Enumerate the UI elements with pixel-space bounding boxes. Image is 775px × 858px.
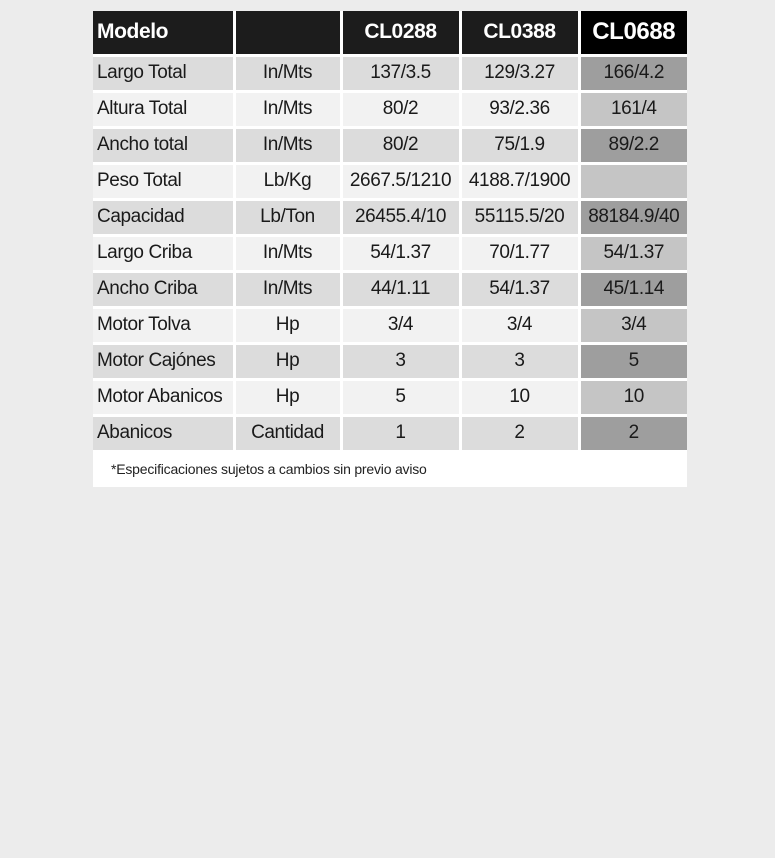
footnote: *Especificaciones sujetos a cambios sin previo aviso [111, 461, 427, 477]
cell-cl0288: 3/4 [341, 307, 460, 343]
spec-table [93, 11, 687, 453]
cell-cl0688: 89/2.2 [579, 127, 687, 163]
table-row [93, 343, 687, 379]
cell-cl0388: 4188.7/1900 [460, 163, 579, 199]
cell-cl0388: 75/1.9 [460, 127, 579, 163]
cell-cl0288: 137/3.5 [341, 55, 460, 91]
cell-cl0388: 54/1.37 [460, 271, 579, 307]
cell-cl0388: 3/4 [460, 307, 579, 343]
cell-cl0288: 3 [341, 343, 460, 379]
table-row [93, 55, 687, 91]
row-unit: Hp [234, 379, 341, 415]
cell-cl0288: 26455.4/10 [341, 199, 460, 235]
cell-cl0288: 80/2 [341, 91, 460, 127]
table-row [93, 379, 687, 415]
row-label: Largo Total [93, 55, 234, 91]
table-row [93, 271, 687, 307]
cell-cl0688: 161/4 [579, 91, 687, 127]
cell-cl0388: 2 [460, 415, 579, 451]
row-label: Motor Tolva [93, 307, 234, 343]
spec-card [93, 11, 687, 487]
cell-cl0688: 45/1.14 [579, 271, 687, 307]
header-modelo: Modelo [93, 11, 234, 55]
cell-cl0688: 166/4.2 [579, 55, 687, 91]
row-unit: Lb/Ton [234, 199, 341, 235]
cell-cl0388: 70/1.77 [460, 235, 579, 271]
row-label: Capacidad [93, 199, 234, 235]
cell-cl0388: 10 [460, 379, 579, 415]
row-unit: Hp [234, 343, 341, 379]
cell-cl0388: 3 [460, 343, 579, 379]
header-row [93, 11, 687, 55]
row-unit: In/Mts [234, 271, 341, 307]
row-label: Ancho Criba [93, 271, 234, 307]
cell-cl0288: 80/2 [341, 127, 460, 163]
row-label: Peso Total [93, 163, 234, 199]
cell-cl0688: 88184.9/40 [579, 199, 687, 235]
table-row [93, 235, 687, 271]
cell-cl0688: 5 [579, 343, 687, 379]
row-unit: In/Mts [234, 127, 341, 163]
cell-cl0688: 10 [579, 379, 687, 415]
table-row [93, 91, 687, 127]
row-unit: Lb/Kg [234, 163, 341, 199]
row-unit: In/Mts [234, 55, 341, 91]
cell-cl0288: 54/1.37 [341, 235, 460, 271]
cell-cl0288: 44/1.11 [341, 271, 460, 307]
table-row [93, 415, 687, 451]
cell-cl0288: 2667.5/1210 [341, 163, 460, 199]
row-unit: Hp [234, 307, 341, 343]
row-unit: In/Mts [234, 91, 341, 127]
header-cl0388: CL0388 [460, 11, 579, 55]
cell-cl0388: 129/3.27 [460, 55, 579, 91]
header-cl0288: CL0288 [341, 11, 460, 55]
row-label: Motor Cajónes [93, 343, 234, 379]
row-label: Abanicos [93, 415, 234, 451]
spec-body [93, 55, 687, 451]
cell-cl0288: 5 [341, 379, 460, 415]
table-row [93, 163, 687, 199]
cell-cl0688: 2 [579, 415, 687, 451]
cell-cl0388: 93/2.36 [460, 91, 579, 127]
header-cl0688: CL0688 [579, 11, 687, 55]
row-unit: Cantidad [234, 415, 341, 451]
header-unit [234, 11, 341, 55]
cell-cl0688: 3/4 [579, 307, 687, 343]
cell-cl0388: 55115.5/20 [460, 199, 579, 235]
row-unit: In/Mts [234, 235, 341, 271]
table-row [93, 199, 687, 235]
cell-cl0288: 1 [341, 415, 460, 451]
cell-cl0688: 54/1.37 [579, 235, 687, 271]
table-row [93, 127, 687, 163]
row-label: Ancho total [93, 127, 234, 163]
row-label: Motor Abanicos [93, 379, 234, 415]
row-label: Altura Total [93, 91, 234, 127]
row-label: Largo Criba [93, 235, 234, 271]
table-row [93, 307, 687, 343]
cell-cl0688 [579, 163, 687, 199]
